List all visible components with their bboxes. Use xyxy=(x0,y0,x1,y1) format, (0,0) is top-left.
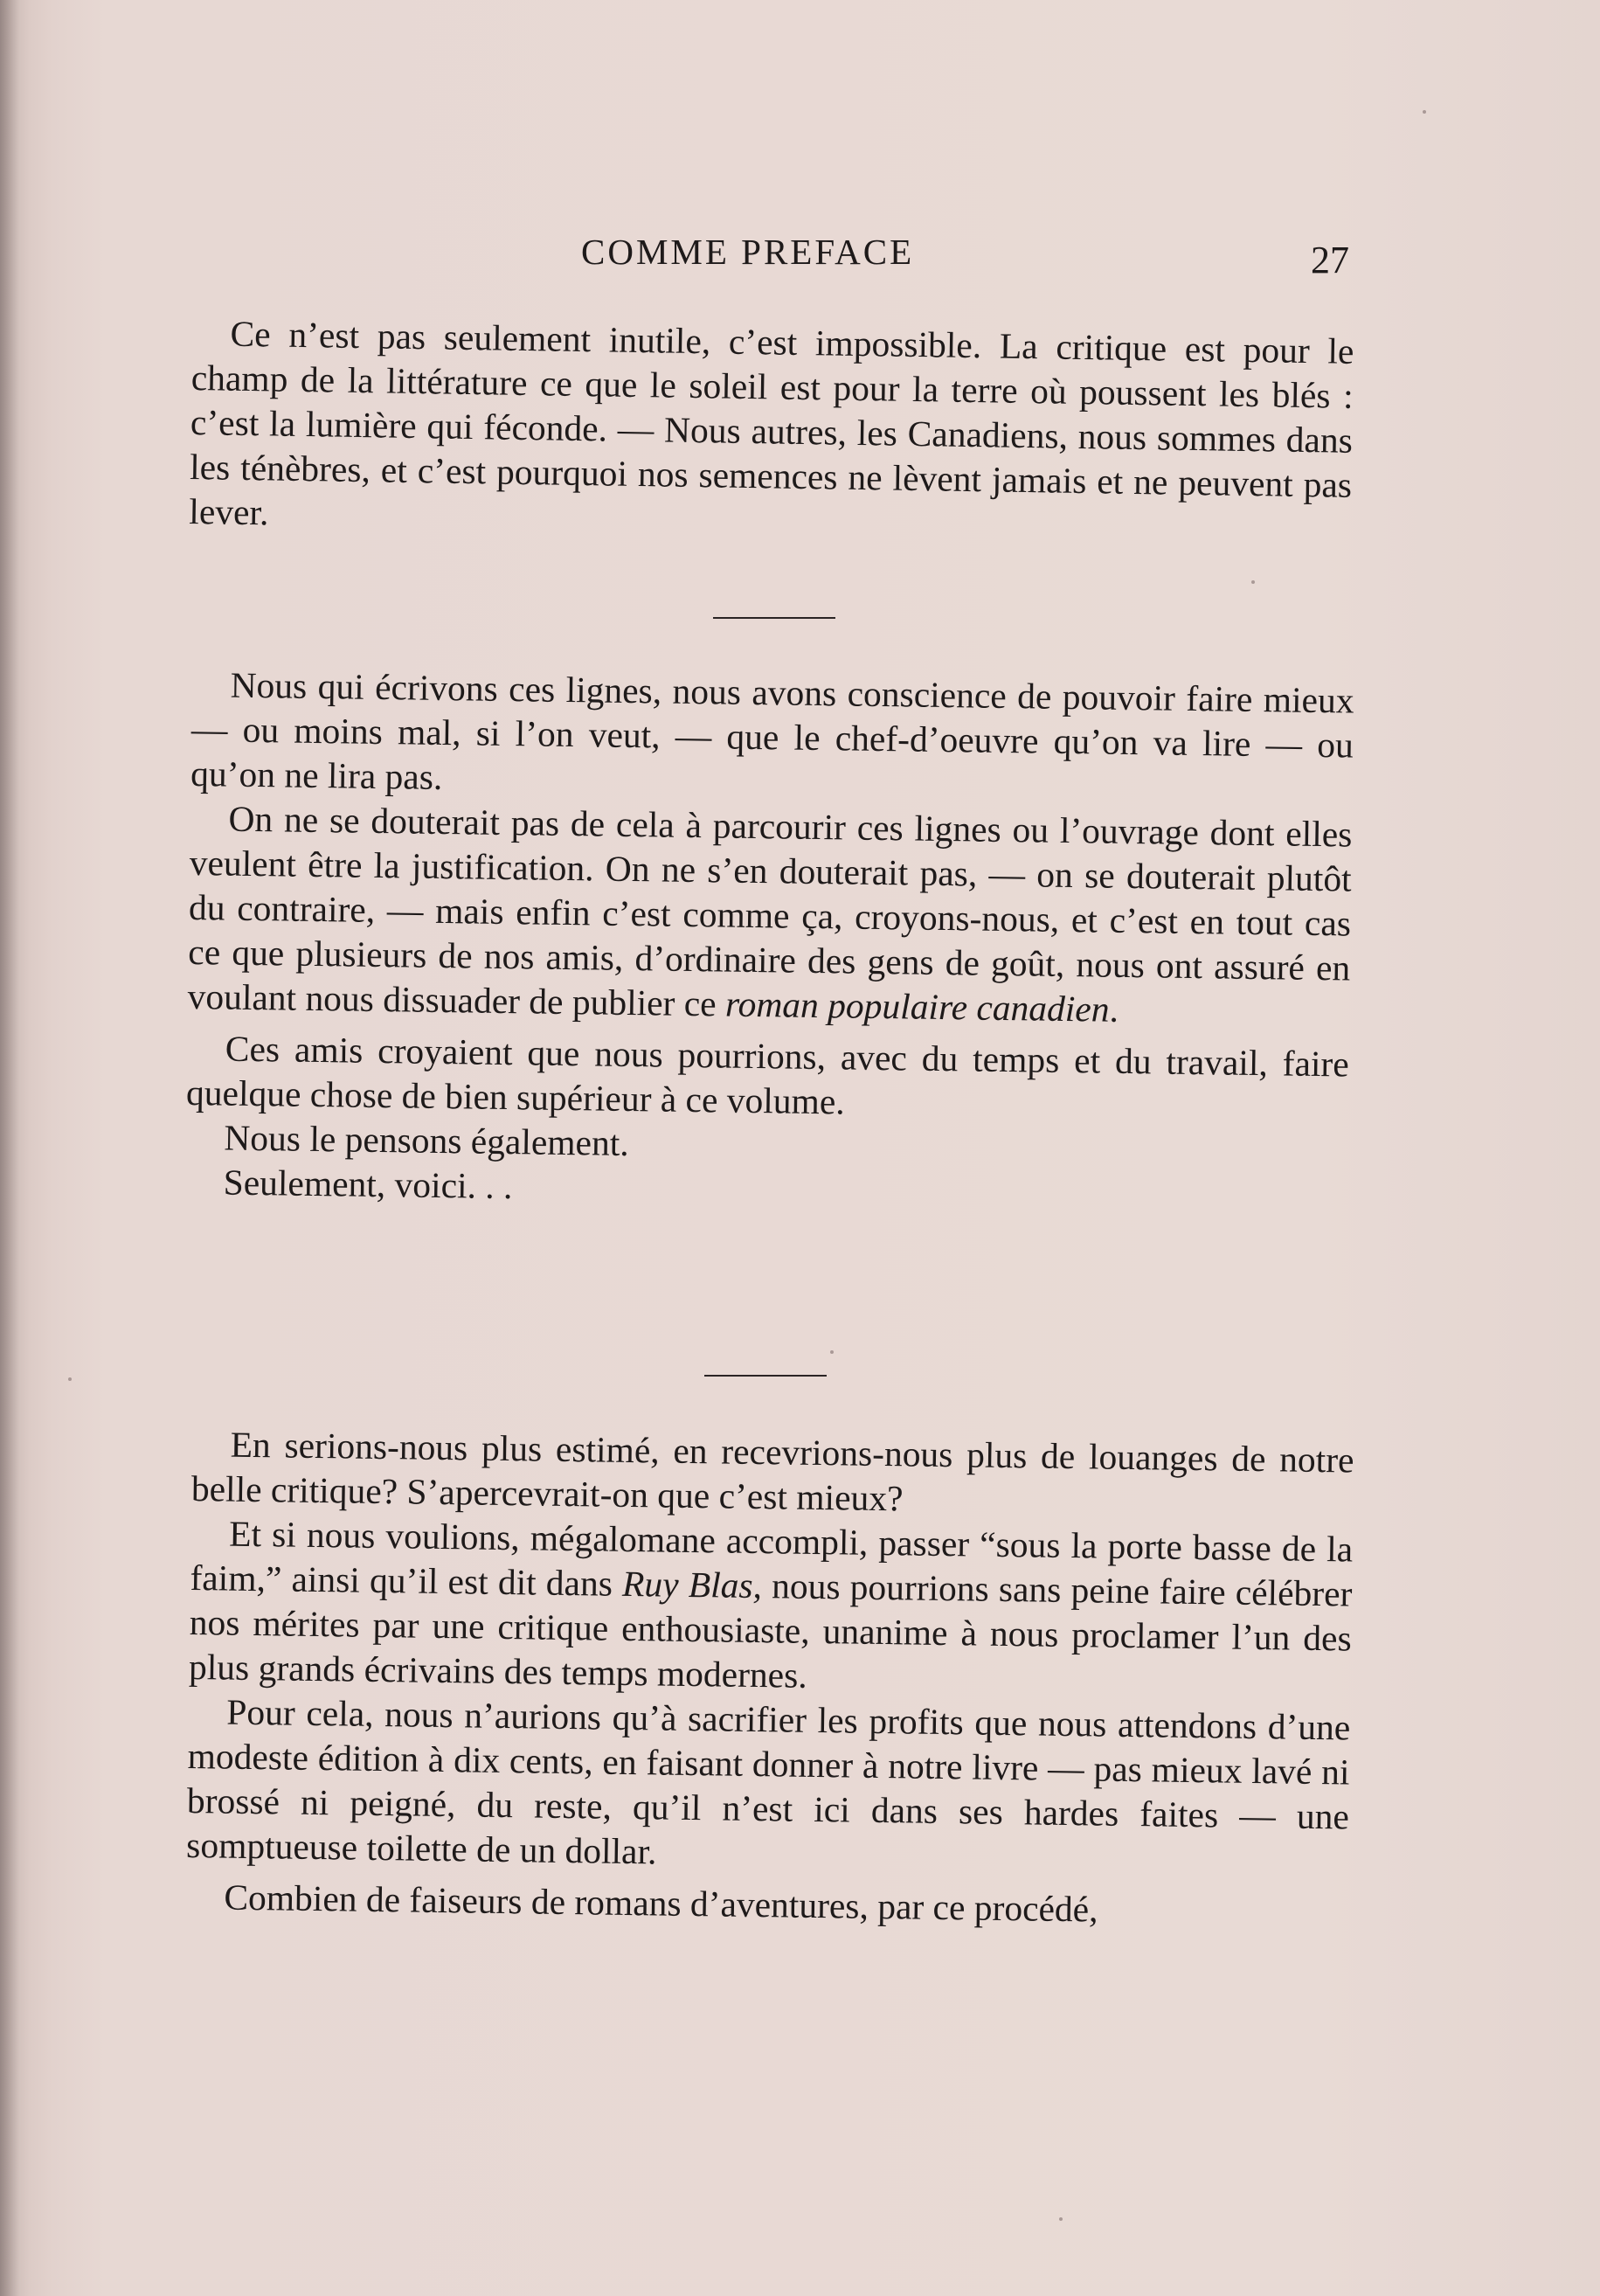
paper-speck xyxy=(830,1350,834,1354)
section-2 xyxy=(184,662,1354,1221)
paragraph-text: On ne se douterait pas de cela à parcourir ces lignes ou l’ouvrage dont elles veulent être la justification. On ne s’en douterait pas, — on se douterait plutôt du contraire, — mais enfin c’est comme ça, croyons-nous, et c’est en tout cas ce que plusieurs de nos amis, d’ordinaire des gens de goût, nous ont assuré en voulant nous dissuader de publier ce xyxy=(187,798,1353,1024)
running-title: COMME PREFACE xyxy=(581,232,915,272)
paper-speck xyxy=(1059,2217,1063,2221)
binding-gutter-shadow xyxy=(0,0,19,2296)
page-number: 27 xyxy=(1311,239,1349,281)
running-head xyxy=(0,231,1600,283)
section-3 xyxy=(185,1422,1354,1936)
paper-speck xyxy=(1251,580,1255,584)
paragraph-text-end: . xyxy=(1109,988,1119,1030)
section-divider xyxy=(713,617,835,619)
italic-title: Ruy Blas, xyxy=(621,1563,763,1606)
paragraph: Nous qui écrivons ces lignes, nous avons conscience de pouvoir faire mieux — ou moins mal, si l’on veut, — que le chef-d’oeuvre qu’on va lire — ou qu’on ne lira pas. xyxy=(190,664,1354,798)
paragraph: Seulement, voici. . . xyxy=(223,1162,513,1207)
paragraph-text-end: nous pourrions sans peine faire célébrer nos mérites par une critique enthousiaste, unanime à nous proclamer l’un des plus grands écrivains des temps modernes. xyxy=(188,1565,1353,1696)
paragraph xyxy=(187,796,1352,1036)
section-1 xyxy=(189,311,1354,552)
paragraph: Nous le pensons également. xyxy=(224,1117,630,1164)
paragraph: Combien de faiseurs de romans d’aventures, par ce procédé, xyxy=(224,1876,1098,1930)
paragraph: Ces amis croyaient que nous pourrions, avec du temps et du travail, faire quelque chose de bien supérieur à ce volume. xyxy=(185,1028,1350,1122)
paragraph: En serions-nous plus estimé, en recevrions-nous plus de louanges de notre belle critique? S’apercevrait-on que c’est mieux? xyxy=(190,1424,1354,1519)
italic-title: roman populaire canadien xyxy=(724,983,1110,1030)
paragraph-text: Et si nous voulions, mégalomane accompli, passer “sous la porte basse de la faim,” ainsi qu’il est dit dans xyxy=(190,1513,1354,1604)
paper-speck xyxy=(1423,110,1426,114)
paragraph: Ce n’est pas seulement inutile, c’est impossible. La critique est pour le champ de la littérature ce que le soleil est pour la terre où poussent les blés : c’est la lumière qui féconde. — Nous autres, les Canadiens, nous sommes dans les ténèbres, et c’est pourquoi nos semences ne lèvent jamais et ne peuvent pas lever. xyxy=(189,313,1354,533)
paragraph: Pour cela, nous n’aurions qu’à sacrifier les profits que nous attendons d’une modeste édition à dix cents, en faisant donner à notre livre — pas mieux lavé ni brossé ni peigné, du reste, qu’il n’est ici dans ses hardes faites — une somptueuse toilette de un dollar. xyxy=(185,1691,1351,1872)
paper-speck xyxy=(68,1377,72,1381)
paragraph xyxy=(189,1511,1354,1706)
section-divider xyxy=(704,1375,827,1377)
